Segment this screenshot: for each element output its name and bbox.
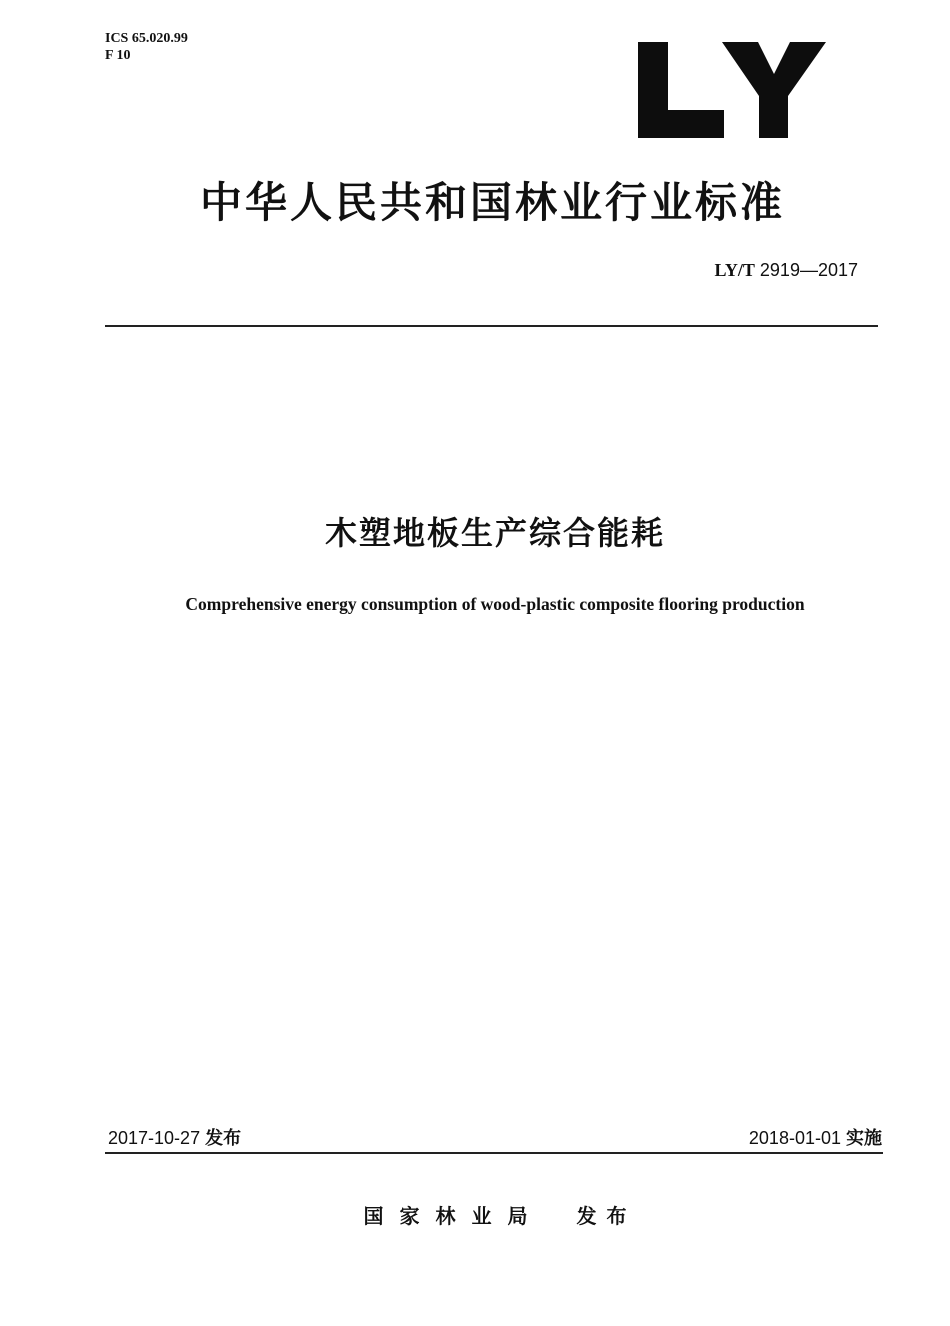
- publisher-action: 发布: [576, 1204, 637, 1228]
- implementation-date-block: [749, 1124, 882, 1150]
- standard-type-title: 中华人民共和国林业行业标准: [199, 178, 785, 227]
- issue-date: 2017-10-27: [108, 1128, 201, 1148]
- publisher-line: [0, 1200, 950, 1229]
- top-divider: [105, 325, 878, 327]
- ly-logo-graphic: [636, 30, 828, 142]
- implementation-label: 实施: [846, 1128, 882, 1149]
- bottom-divider: [105, 1152, 883, 1154]
- publisher-org: 国家林业局: [363, 1204, 544, 1228]
- ics-code: ICS 65.020.99: [105, 31, 188, 46]
- issue-label: 发布: [205, 1128, 242, 1149]
- ccs-category: F 10: [105, 48, 131, 63]
- ics-block: [105, 30, 188, 64]
- english-title: Comprehensive energy consumption of wood-plastic composite flooring production: [185, 594, 805, 614]
- implementation-date: 2018-01-01: [748, 1128, 841, 1148]
- chinese-title: 木塑地板生产综合能耗: [324, 514, 665, 552]
- standard-code-number: 2919—2017: [759, 260, 858, 280]
- ly-logo: [636, 30, 828, 142]
- standard-code: [715, 260, 858, 281]
- standard-code-prefix: LY/T: [714, 260, 755, 280]
- issue-date-block: [108, 1124, 241, 1150]
